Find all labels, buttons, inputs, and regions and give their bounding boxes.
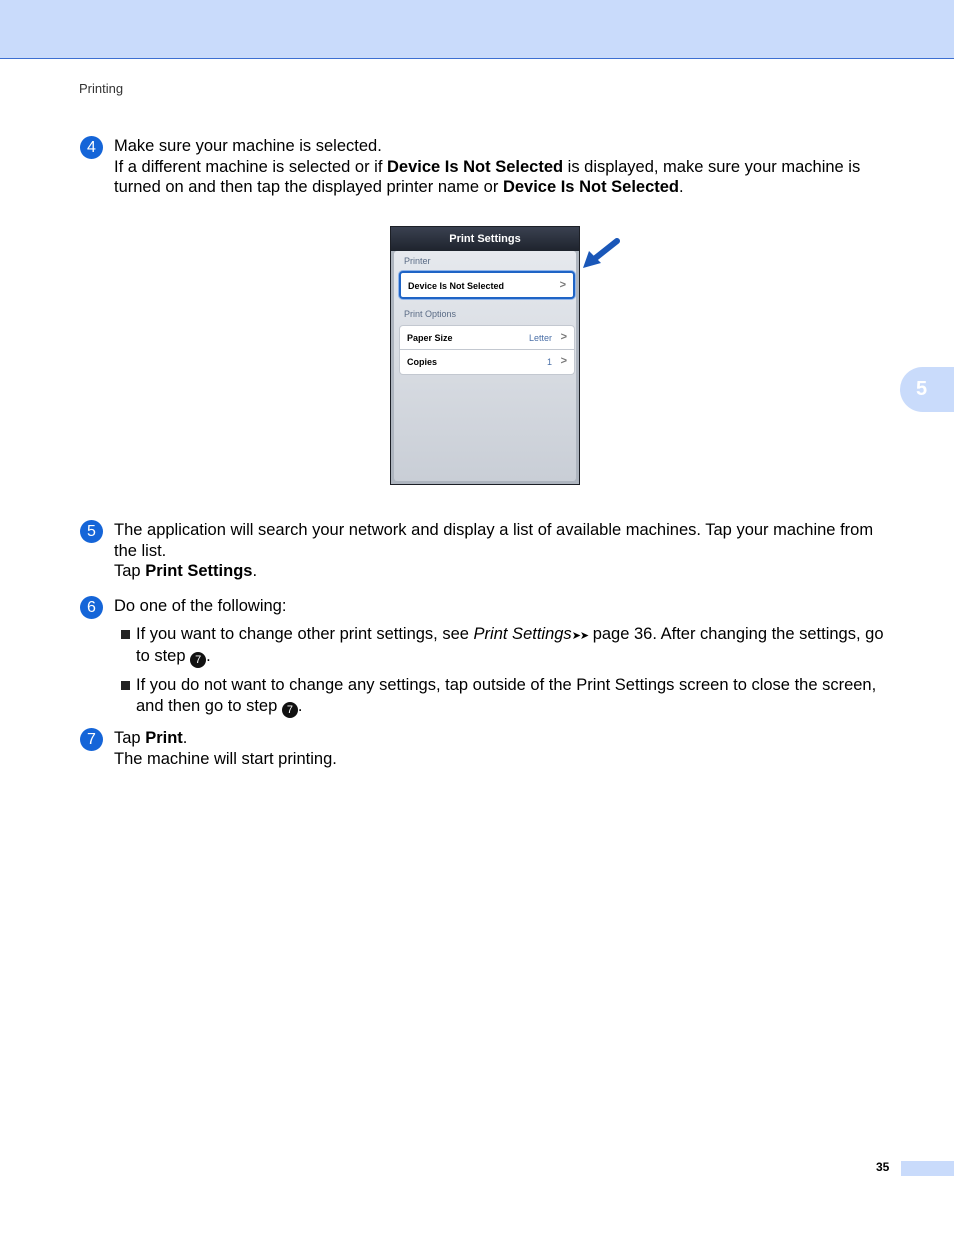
step-4-line1: Make sure your machine is selected. — [114, 137, 382, 155]
printer-section-label: Printer — [404, 256, 431, 266]
step-4-line2: If a different machine is selected or if Device Is Not Selected is displayed, make sure your machine is turned on and then tap the displayed printer name or Device Is Not Selected. — [114, 157, 861, 196]
step-6 — [80, 596, 890, 718]
paper-size-cell[interactable]: Paper Size Letter > — [399, 325, 575, 350]
step-ref-7: 7 — [282, 702, 298, 718]
step-number-7: 7 — [80, 728, 103, 751]
step-4 — [80, 136, 890, 198]
chevron-right-icon: > — [560, 331, 567, 343]
double-arrow-icon: ➤➤ — [571, 629, 589, 642]
step-ref-7: 7 — [190, 652, 206, 668]
step-5 — [80, 520, 890, 582]
step-7-line1: Tap Print. — [114, 729, 188, 747]
chapter-tab: 5 — [900, 367, 954, 412]
pointer-arrow-icon — [581, 238, 621, 270]
running-head: Printing — [79, 81, 124, 96]
step-number-6: 6 — [80, 596, 103, 619]
step-number-4: 4 — [80, 136, 103, 159]
bullet-square-icon — [121, 681, 130, 690]
print-options-section-label: Print Options — [404, 309, 457, 319]
step-7-line2: The machine will start printing. — [114, 749, 337, 768]
copies-cell[interactable]: Copies 1 > — [399, 350, 575, 375]
page-number-bar — [901, 1161, 954, 1176]
step-7 — [80, 728, 890, 769]
screenshot-title: Print Settings — [391, 227, 579, 251]
step-5-line1: The application will search your network and display a list of available machines. Tap your machine from the list. — [114, 521, 874, 560]
step-5-line2: Tap Print Settings. — [114, 562, 258, 580]
chevron-right-icon: > — [559, 279, 566, 291]
step-6-bullet-1: If you want to change other print settings, see Print Settings➤➤ page 36. After changing the settings, go to step 7 . — [114, 624, 890, 669]
bullet-square-icon — [121, 630, 130, 639]
device-not-selected-cell[interactable]: Device Is Not Selected > — [399, 271, 575, 299]
chevron-right-icon: > — [560, 355, 567, 367]
page-number: 35 — [876, 1160, 890, 1174]
header-band — [0, 0, 954, 59]
print-settings-link[interactable]: Print Settings — [473, 624, 572, 643]
screenshot-panel — [394, 251, 576, 481]
step-number-5: 5 — [80, 520, 103, 543]
print-settings-screenshot — [390, 226, 580, 485]
step-6-bullet-2: If you do not want to change any settings, tap outside of the Print Settings screen to close the screen, and then go to step 7 . — [114, 675, 890, 718]
step-6-intro: Do one of the following: — [114, 597, 287, 615]
